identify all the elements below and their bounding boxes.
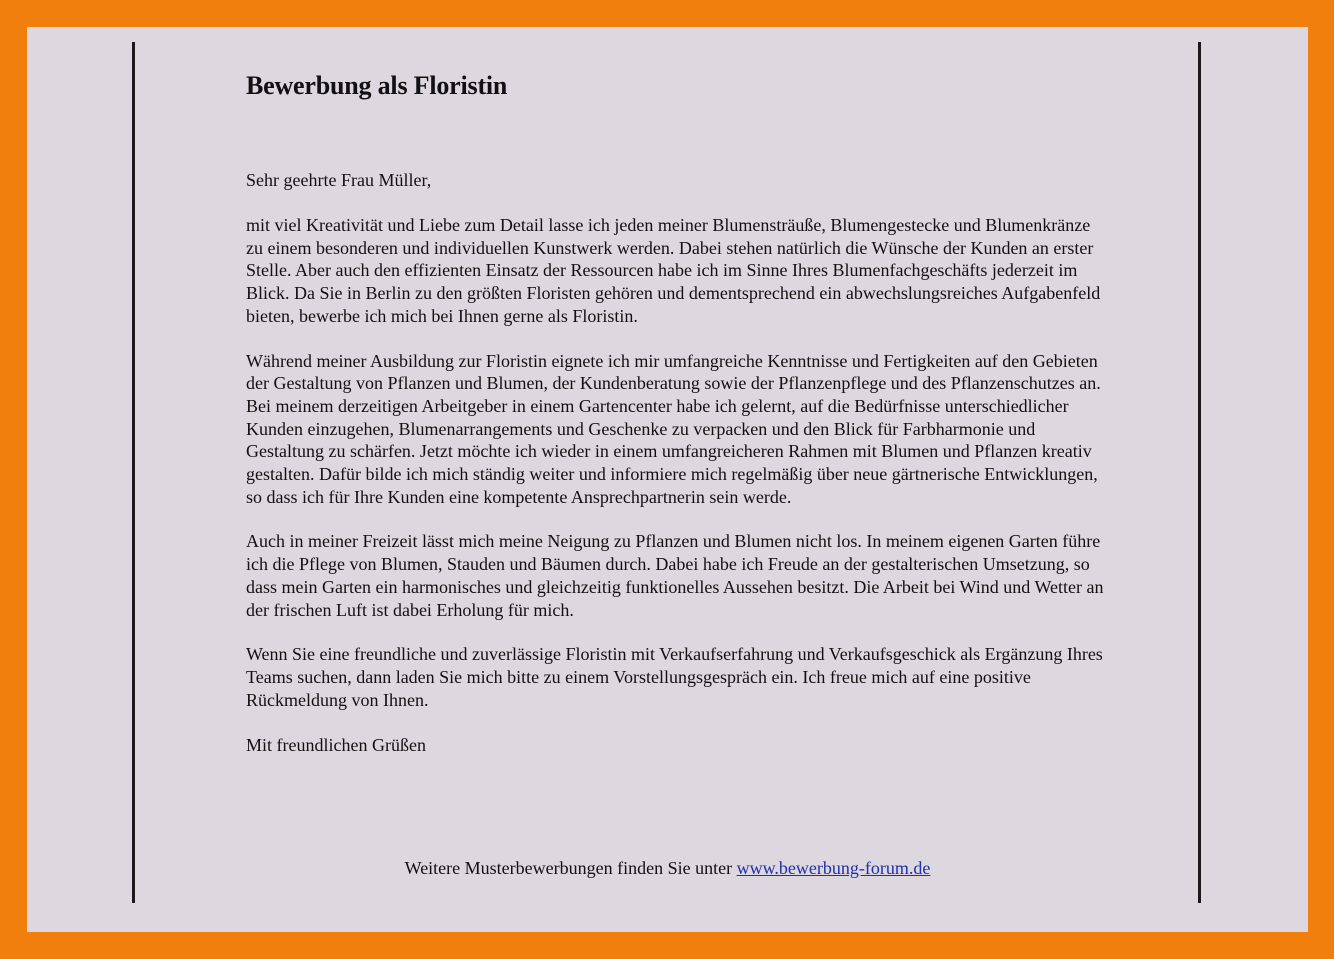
document-page bbox=[27, 27, 1308, 932]
closing: Mit freundlichen Grüßen bbox=[246, 735, 426, 756]
right-margin-rule bbox=[1198, 42, 1201, 903]
footer bbox=[27, 857, 1308, 879]
salutation: Sehr geehrte Frau Müller, bbox=[246, 170, 432, 190]
footer-link[interactable]: www.bewerbung-forum.de bbox=[736, 858, 931, 878]
footer-text: Weitere Musterbewerbungen finden Sie unter bbox=[404, 858, 737, 878]
paragraph-2: Während meiner Ausbildung zur Floristin eignete ich mir umfangreiche Kenntnisse und Fertigkeiten auf den Gebieten der Gestaltung von Pflanzen und Blumen, der Kundenberatung sowie der Pflanzenpflege und des Pflanzenschutzes an. Bei meinem derzeitigen Arbeitgeber in einem Gartencenter habe ich gelernt, auf die Bedürfnisse unterschiedlicher Kunden einzugehen, Blumenarrangements und Geschenke zu verpacken und den Blick für Farbharmonie und Gestaltung zu schärfen. Jetzt möchte ich wieder in einem umfangreicheren Rahmen mit Blumen und Pflanzen kreativ gestalten. Dafür bilde ich mich ständig weiter und informiere mich regelmäßig über neue gärtnerische Entwicklungen, so dass ich für Ihre Kunden eine kompetente Ansprechpartnerin sein werde. bbox=[246, 350, 1101, 507]
letter-title: Bewerbung als Floristin bbox=[246, 71, 508, 100]
letter-body bbox=[246, 69, 1106, 757]
paragraph-3: Auch in meiner Freizeit lässt mich meine Neigung zu Pflanzen und Blumen nicht los. In meinem eigenen Garten führe ich die Pflege von Blumen, Stauden und Bäumen durch. Dabei habe ich Freude an der gestalterischen Umsetzung, so dass mein Garten ein harmonisches und gleichzeitig funktionelles Aussehen besitzt. Die Arbeit bei Wind und Wetter an der frischen Luft ist dabei Erholung für mich. bbox=[246, 531, 1104, 620]
paragraph-4: Wenn Sie eine freundliche und zuverlässige Floristin mit Verkaufserfahrung und Verkaufsgeschick als Ergänzung Ihres Teams suchen, dann laden Sie mich bitte zu einem Vorstellungsgespräch ein. Ich freue mich auf eine positive Rückmeldung von Ihnen. bbox=[246, 644, 1103, 710]
paragraph-1: mit viel Kreativität und Liebe zum Detail lasse ich jeden meiner Blumensträuße, Blumengestecke und Blumenkränze zu einem besonderen und individuellen Kunstwerk werden. Dabei stehen natürlich die Wünsche der Kunden an erster Stelle. Aber auch den effizienten Einsatz der Ressourcen habe ich im Sinne Ihres Blumenfachgeschäfts jederzeit im Blick. Da Sie in Berlin zu den größten Floristen gehören und dementsprechend ein abwechslungsreiches Aufgabenfeld bieten, bewerbe ich mich bei Ihnen gerne als Floristin. bbox=[246, 215, 1101, 326]
left-margin-rule bbox=[132, 42, 135, 903]
